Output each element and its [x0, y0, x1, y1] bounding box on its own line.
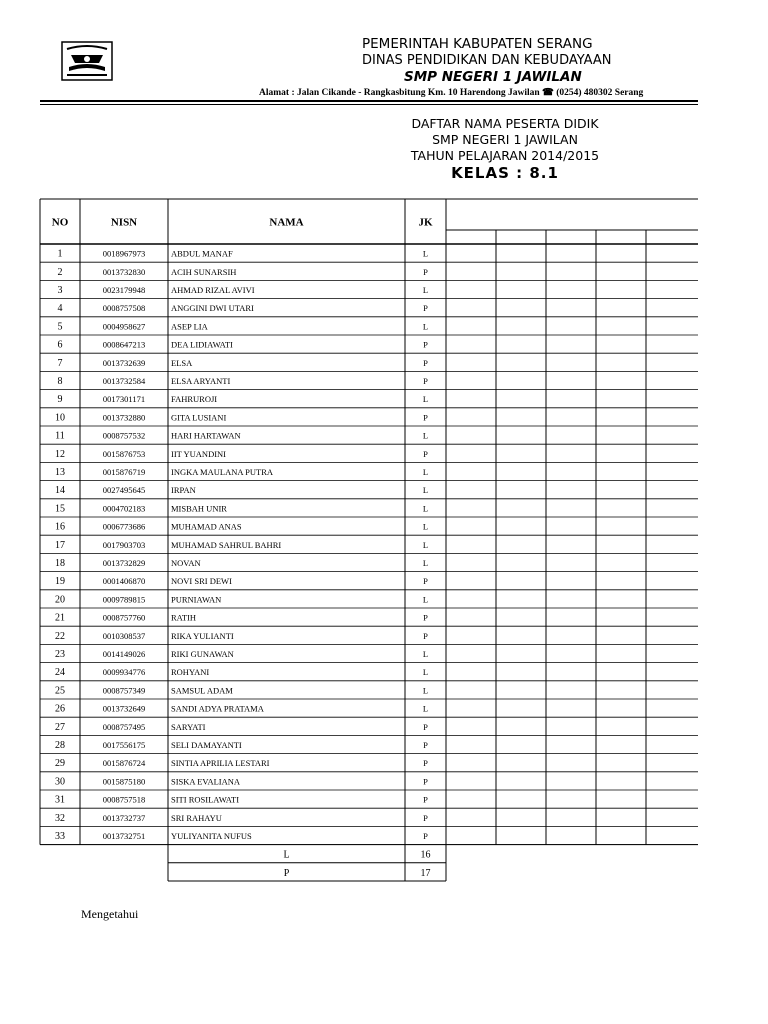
row-nama: YULIYANITA NUFUS — [171, 831, 252, 841]
row-no: 6 — [57, 339, 63, 351]
row-jk: L — [422, 394, 429, 405]
row-jk: L — [422, 667, 429, 678]
row-jk: L — [422, 503, 429, 514]
row-nama: SANDI ADYA PRATAMA — [171, 703, 264, 714]
row-jk: L — [422, 703, 429, 714]
row-jk: P — [423, 412, 428, 423]
row-jk: P — [423, 776, 428, 787]
row-no: 8 — [57, 376, 63, 387]
row-nisn: 0008757508 — [102, 303, 146, 314]
row-no: 3 — [57, 285, 63, 296]
letterhead-department: DINAS PENDIDIKAN DAN KEBUDAYAAN — [362, 53, 612, 68]
row-nisn: 0023179948 — [102, 285, 146, 295]
row-no: 19 — [55, 576, 65, 588]
row-jk: L — [422, 558, 429, 568]
row-nisn: 0015875180 — [102, 776, 146, 787]
row-no: 27 — [55, 721, 65, 733]
row-nama: ELSA — [171, 357, 193, 368]
row-nama: SARYATI — [171, 721, 206, 732]
row-nisn: 0017903703 — [102, 539, 146, 550]
row-jk: L — [422, 285, 429, 295]
row-jk: P — [423, 357, 428, 368]
row-nama: MISBAH UNIR — [171, 503, 227, 514]
row-jk: P — [423, 303, 428, 314]
row-nama: SAMSUL ADAM — [171, 685, 233, 696]
row-nama: PURNIAWAN — [171, 594, 222, 605]
row-nama: SINTIA APRILIA LESTARI — [171, 758, 270, 769]
row-no: 25 — [55, 685, 65, 697]
mengetahui-label: Mengetahui — [81, 907, 139, 921]
row-jk: L — [422, 521, 429, 532]
row-jk: P — [423, 612, 428, 623]
row-nama: SITI ROSILAWATI — [171, 794, 240, 805]
row-nisn: 0015876724 — [102, 758, 146, 769]
row-no: 2 — [57, 266, 63, 278]
row-nama: HARI HARTAWAN — [171, 430, 241, 441]
row-jk: P — [423, 339, 428, 350]
row-nisn: 0013732751 — [102, 831, 146, 841]
row-jk: L — [422, 430, 429, 441]
row-no: 18 — [55, 558, 65, 569]
row-nama: RATIH — [171, 612, 197, 623]
row-nama: IRPAN — [171, 485, 196, 496]
row-nama: INGKA MAULANA PUTRA — [171, 467, 274, 477]
row-no: 7 — [57, 357, 63, 369]
row-no: 21 — [55, 612, 65, 624]
row-nisn: 0015876753 — [102, 448, 146, 459]
row-nama: ANGGINI DWI UTARI — [171, 303, 254, 314]
row-no: 5 — [57, 321, 63, 333]
row-nisn: 0008757495 — [102, 721, 146, 732]
row-nisn: 0017556175 — [102, 740, 146, 750]
row-nama: IIT YUANDINI — [171, 448, 227, 459]
row-no: 26 — [55, 703, 65, 715]
row-nama: RIKA YULIANTI — [171, 630, 234, 641]
row-jk: P — [423, 758, 428, 769]
row-no: 29 — [55, 758, 65, 770]
header-no: NO — [51, 216, 69, 229]
row-no: 17 — [55, 539, 65, 551]
row-nisn: 0004958627 — [102, 321, 146, 332]
row-nisn: 0013732830 — [102, 266, 146, 277]
row-nisn: 0013732649 — [102, 703, 146, 714]
header-nisn: NISN — [110, 216, 138, 229]
row-nisn: 0017301171 — [102, 394, 146, 405]
row-nisn: 0013732880 — [102, 412, 146, 423]
row-no: 1 — [57, 248, 63, 260]
row-jk: P — [423, 376, 428, 386]
row-no: 32 — [55, 812, 65, 824]
row-nama: RIKI GUNAWAN — [171, 649, 234, 659]
row-nama: ASEP LIA — [171, 321, 208, 332]
row-nisn: 0013732639 — [102, 357, 146, 368]
row-no: 16 — [55, 521, 65, 533]
row-no: 14 — [55, 485, 65, 497]
row-no: 9 — [57, 394, 63, 406]
header-jk: JK — [418, 216, 433, 229]
row-nama: NOVI SRI DEWI — [171, 576, 232, 587]
header-nama: NAMA — [269, 216, 304, 229]
row-nisn: 0001406870 — [102, 576, 146, 587]
row-nama: MUHAMAD SAHRUL BAHRI — [171, 539, 282, 550]
row-jk: L — [422, 321, 429, 332]
letterhead-government: PEMERINTAH KABUPATEN SERANG — [362, 36, 593, 52]
row-jk: P — [423, 266, 428, 277]
row-no: 31 — [55, 794, 65, 806]
summary-label: P — [283, 867, 290, 879]
row-nisn: 0014149026 — [102, 649, 146, 659]
row-no: 15 — [55, 503, 65, 515]
row-jk: P — [423, 448, 428, 459]
row-nama: AHMAD RIZAL AVIVI — [171, 285, 255, 295]
row-no: 23 — [55, 649, 65, 660]
row-jk: P — [423, 630, 428, 641]
document-year: TAHUN PELAJARAN 2014/2015 — [410, 148, 600, 163]
row-nisn: 0015876719 — [102, 467, 146, 477]
row-nama: ACIH SUNARSIH — [171, 266, 237, 277]
row-no: 13 — [55, 467, 65, 478]
row-jk: P — [423, 576, 428, 587]
row-jk: L — [422, 248, 429, 259]
row-nisn: 0008757760 — [102, 612, 146, 623]
row-jk: L — [422, 685, 429, 696]
row-no: 24 — [55, 667, 65, 679]
row-nisn: 0008647213 — [102, 339, 146, 350]
row-jk: P — [423, 831, 428, 841]
row-jk: L — [422, 485, 429, 496]
summary-value: 17 — [420, 867, 431, 879]
document-class: KELAS : 8.1 — [451, 164, 559, 182]
row-nama: ELSA ARYANTI — [171, 376, 231, 386]
row-no: 33 — [55, 831, 65, 842]
row-jk: L — [422, 594, 429, 605]
letterhead-school-name: SMP NEGERI 1 JAWILAN — [404, 69, 582, 85]
row-nisn: 0013732584 — [102, 376, 146, 386]
row-jk: P — [423, 721, 428, 732]
row-nama: FAHRUROJI — [171, 394, 218, 405]
row-nisn: 0013732829 — [102, 558, 146, 568]
row-nisn: 0009934776 — [102, 667, 146, 678]
row-nisn: 0008757518 — [102, 794, 146, 805]
document-title: DAFTAR NAMA PESERTA DIDIK — [411, 116, 599, 131]
row-no: 12 — [55, 448, 65, 460]
row-nama: SRI RAHAYU — [171, 812, 222, 823]
row-nama: DEA LIDIAWATI — [171, 339, 233, 350]
summary-value: 16 — [420, 849, 431, 861]
row-nama: ROHYANI — [171, 667, 210, 678]
row-jk: L — [422, 539, 429, 550]
row-nisn: 0006773686 — [102, 521, 146, 532]
row-jk: L — [422, 467, 429, 477]
row-jk: P — [423, 794, 428, 805]
row-jk: P — [423, 812, 428, 823]
row-nama: NOVAN — [171, 558, 201, 568]
summary-label: L — [283, 849, 290, 861]
row-nisn: 0018967973 — [102, 248, 146, 259]
row-nama: GITA LUSIANI — [171, 412, 227, 423]
row-nama: SELI DAMAYANTI — [171, 740, 242, 750]
row-nama: MUHAMAD ANAS — [171, 521, 242, 532]
document-school: SMP NEGERI 1 JAWILAN — [432, 132, 578, 147]
row-no: 10 — [55, 412, 65, 424]
row-nisn: 0010308537 — [102, 630, 146, 641]
row-nama: SISKA EVALIANA — [171, 776, 241, 787]
row-no: 22 — [55, 630, 65, 642]
row-no: 11 — [55, 430, 65, 442]
row-nisn: 0027495645 — [102, 485, 146, 496]
row-no: 20 — [55, 594, 65, 606]
row-no: 30 — [55, 776, 65, 788]
row-jk: P — [423, 740, 428, 750]
row-no: 28 — [55, 740, 65, 751]
letterhead-address: Alamat : Jalan Cikande - Rangkasbitung Km. 10 Harendong Jawilan ☎ (0254) 480302 Serang — [259, 88, 644, 98]
row-nisn: 0008757349 — [102, 685, 146, 696]
row-nisn: 0009789815 — [102, 594, 146, 605]
row-nisn: 0004702183 — [102, 503, 146, 514]
row-nisn: 0008757532 — [102, 430, 146, 441]
row-nisn: 0013732737 — [102, 812, 146, 823]
row-jk: L — [422, 649, 429, 659]
row-nama: ABDUL MANAF — [171, 248, 233, 259]
row-no: 4 — [57, 303, 63, 315]
